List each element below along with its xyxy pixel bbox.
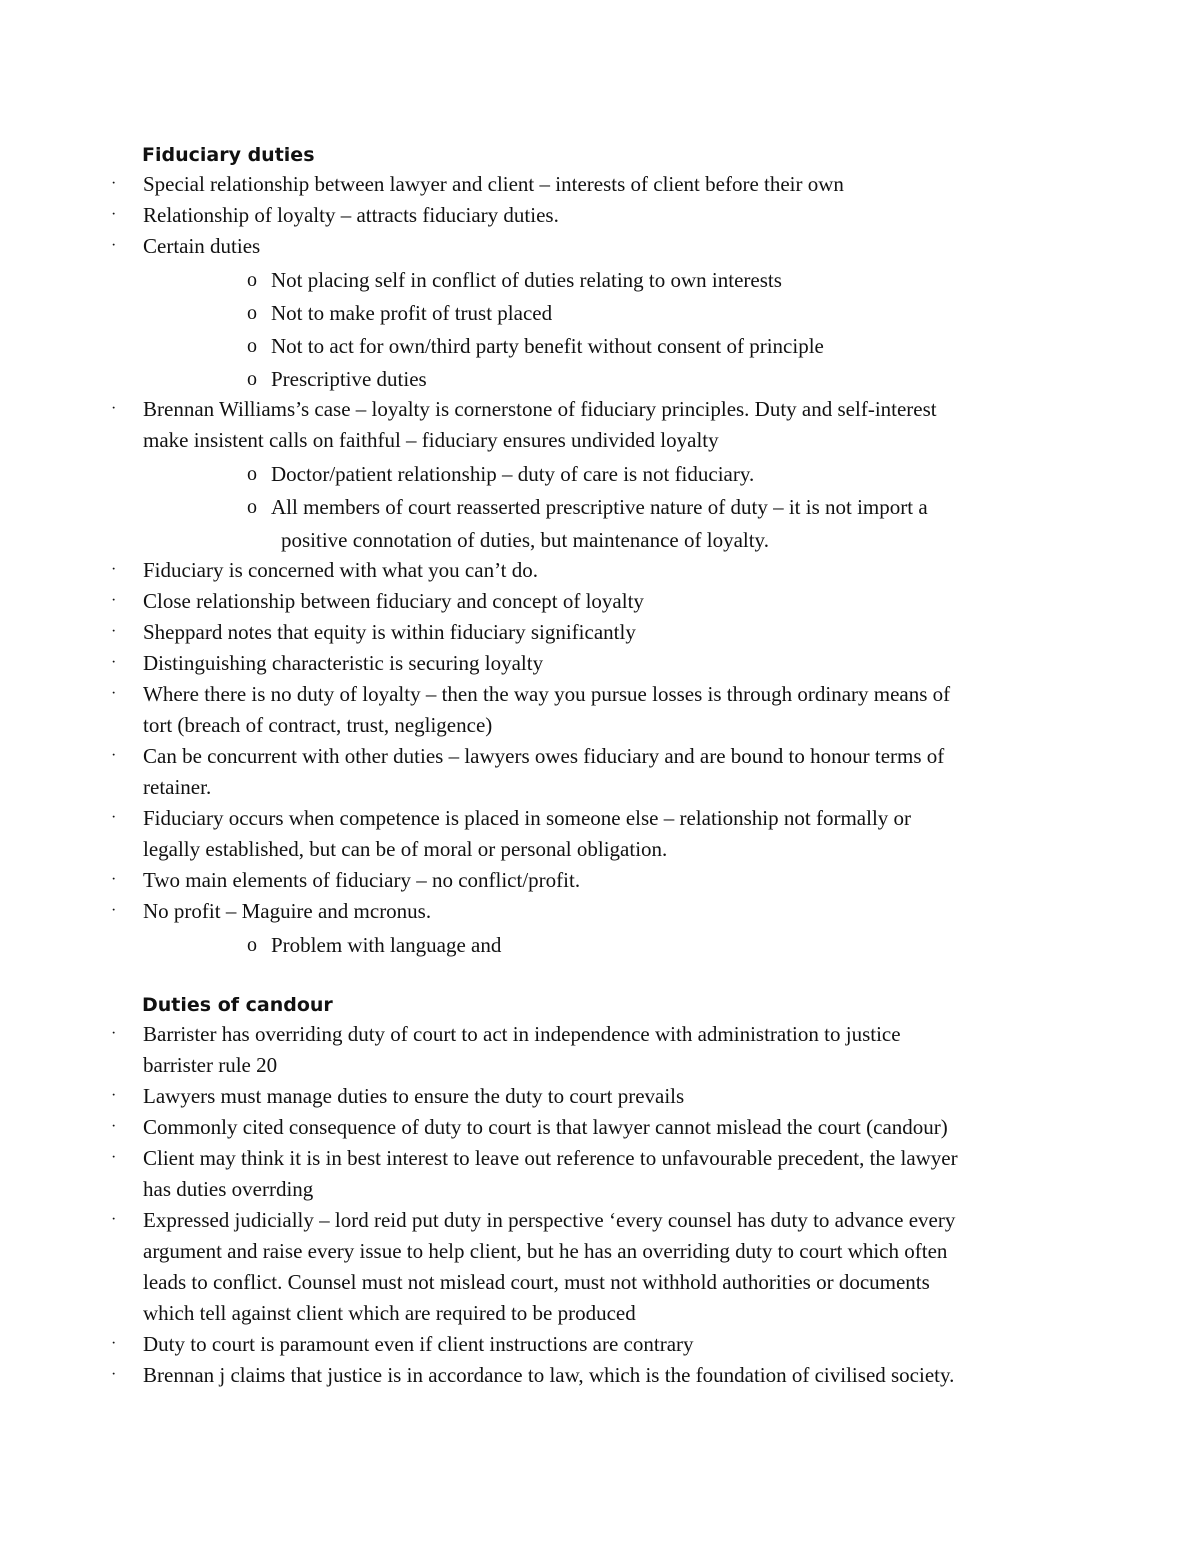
bullet-icon: ·	[111, 871, 117, 888]
bullet-text: tort (breach of contract, trust, negligence)	[143, 713, 493, 737]
bullet-text: Can be concurrent with other duties – lawyers owes fiduciary and are bound to honour terms of	[143, 744, 945, 768]
bullet-icon: ·	[111, 623, 117, 640]
bullet-icon: ·	[111, 1118, 117, 1135]
bullet-icon: ·	[111, 1335, 117, 1352]
sub-bullet-text: positive connotation of duties, but maintenance of loyalty.	[281, 528, 769, 552]
bullet-text: Close relationship between fiduciary and concept of loyalty	[143, 589, 644, 613]
sub-bullet-text: Prescriptive duties	[271, 367, 427, 391]
bullet-text: retainer.	[143, 775, 212, 799]
bullet-icon: ·	[111, 175, 117, 192]
bullet-icon: ·	[111, 1025, 117, 1042]
bullet-text: Fiduciary occurs when competence is placed in someone else – relationship not formally or	[143, 806, 912, 830]
bullet-icon: ·	[111, 809, 117, 826]
bullet-text: Fiduciary is concerned with what you can’t do.	[143, 558, 539, 582]
bullet-icon: ·	[111, 1211, 117, 1228]
bullet-text: Relationship of loyalty – attracts fiduciary duties.	[143, 203, 559, 227]
bullet-text: Brennan j claims that justice is in accordance to law, which is the foundation of civilised society.	[143, 1363, 955, 1387]
bullet-icon: ·	[111, 400, 117, 417]
bullet-text: Barrister has overriding duty of court to act in independence with administration to justice	[143, 1022, 901, 1046]
bullet-text: Sheppard notes that equity is within fiduciary significantly	[143, 620, 636, 644]
sub-bullet-icon: o	[247, 335, 257, 357]
bullet-icon: ·	[111, 561, 117, 578]
sub-bullet-text: Problem with language and	[271, 933, 502, 957]
bullet-text: legally established, but can be of moral or personal obligation.	[143, 837, 668, 861]
sub-bullet-icon: o	[247, 934, 257, 956]
sub-bullet-icon: o	[247, 463, 257, 485]
bullet-text: argument and raise every issue to help client, but he has an overriding duty to court which often	[143, 1239, 948, 1263]
sub-bullet-text: Not to make profit of trust placed	[271, 301, 553, 325]
bullet-icon: ·	[111, 1366, 117, 1383]
bullet-text: Special relationship between lawyer and client – interests of client before their own	[143, 172, 844, 196]
bullet-text: Brennan Williams’s case – loyalty is cornerstone of fiduciary principles. Duty and self-interest	[143, 397, 937, 421]
bullet-text: Commonly cited consequence of duty to court is that lawyer cannot mislead the court (candour)	[143, 1115, 948, 1139]
bullet-icon: ·	[111, 654, 117, 671]
bullet-text: Certain duties	[143, 234, 261, 258]
bullet-text: has duties overrding	[143, 1177, 314, 1201]
sub-bullet-text: Not to act for own/third party benefit without consent of principle	[271, 334, 824, 358]
bullet-text: Lawyers must manage duties to ensure the duty to court prevails	[143, 1084, 685, 1108]
bullet-text: Distinguishing characteristic is securing loyalty	[143, 651, 544, 675]
section-heading: Duties of candour	[142, 994, 333, 1016]
sub-bullet-icon: o	[247, 368, 257, 390]
bullet-icon: ·	[111, 747, 117, 764]
bullet-text: Duty to court is paramount even if client instructions are contrary	[143, 1332, 694, 1356]
bullet-text: No profit – Maguire and mcronus.	[143, 899, 432, 923]
bullet-text: Two main elements of fiduciary – no conflict/profit.	[143, 868, 581, 892]
bullet-icon: ·	[111, 1149, 117, 1166]
bullet-text: Client may think it is in best interest to leave out reference to unfavourable precedent, the lawyer	[143, 1146, 958, 1170]
sub-bullet-text: All members of court reasserted prescriptive nature of duty – it is not import a	[271, 495, 928, 519]
bullet-text: barrister rule 20	[143, 1053, 278, 1077]
bullet-text: Where there is no duty of loyalty – then the way you pursue losses is through ordinary means of	[143, 682, 951, 706]
sub-bullet-text: Doctor/patient relationship – duty of care is not fiduciary.	[271, 462, 755, 486]
sub-bullet-icon: o	[247, 269, 257, 291]
bullet-icon: ·	[111, 592, 117, 609]
bullet-text: which tell against client which are required to be produced	[143, 1301, 636, 1325]
bullet-text: make insistent calls on faithful – fiduciary ensures undivided loyalty	[143, 428, 719, 452]
section-heading: Fiduciary duties	[142, 144, 315, 166]
bullet-icon: ·	[111, 237, 117, 254]
sub-bullet-icon: o	[247, 302, 257, 324]
bullet-icon: ·	[111, 685, 117, 702]
bullet-text: leads to conflict. Counsel must not mislead court, must not withhold authorities or documents	[143, 1270, 930, 1294]
bullet-icon: ·	[111, 1087, 117, 1104]
bullet-text: Expressed judicially – lord reid put duty in perspective ‘every counsel has duty to advance every	[143, 1208, 956, 1232]
bullet-icon: ·	[111, 206, 117, 223]
sub-bullet-icon: o	[247, 496, 257, 518]
bullet-icon: ·	[111, 902, 117, 919]
sub-bullet-text: Not placing self in conflict of duties relating to own interests	[271, 268, 782, 292]
